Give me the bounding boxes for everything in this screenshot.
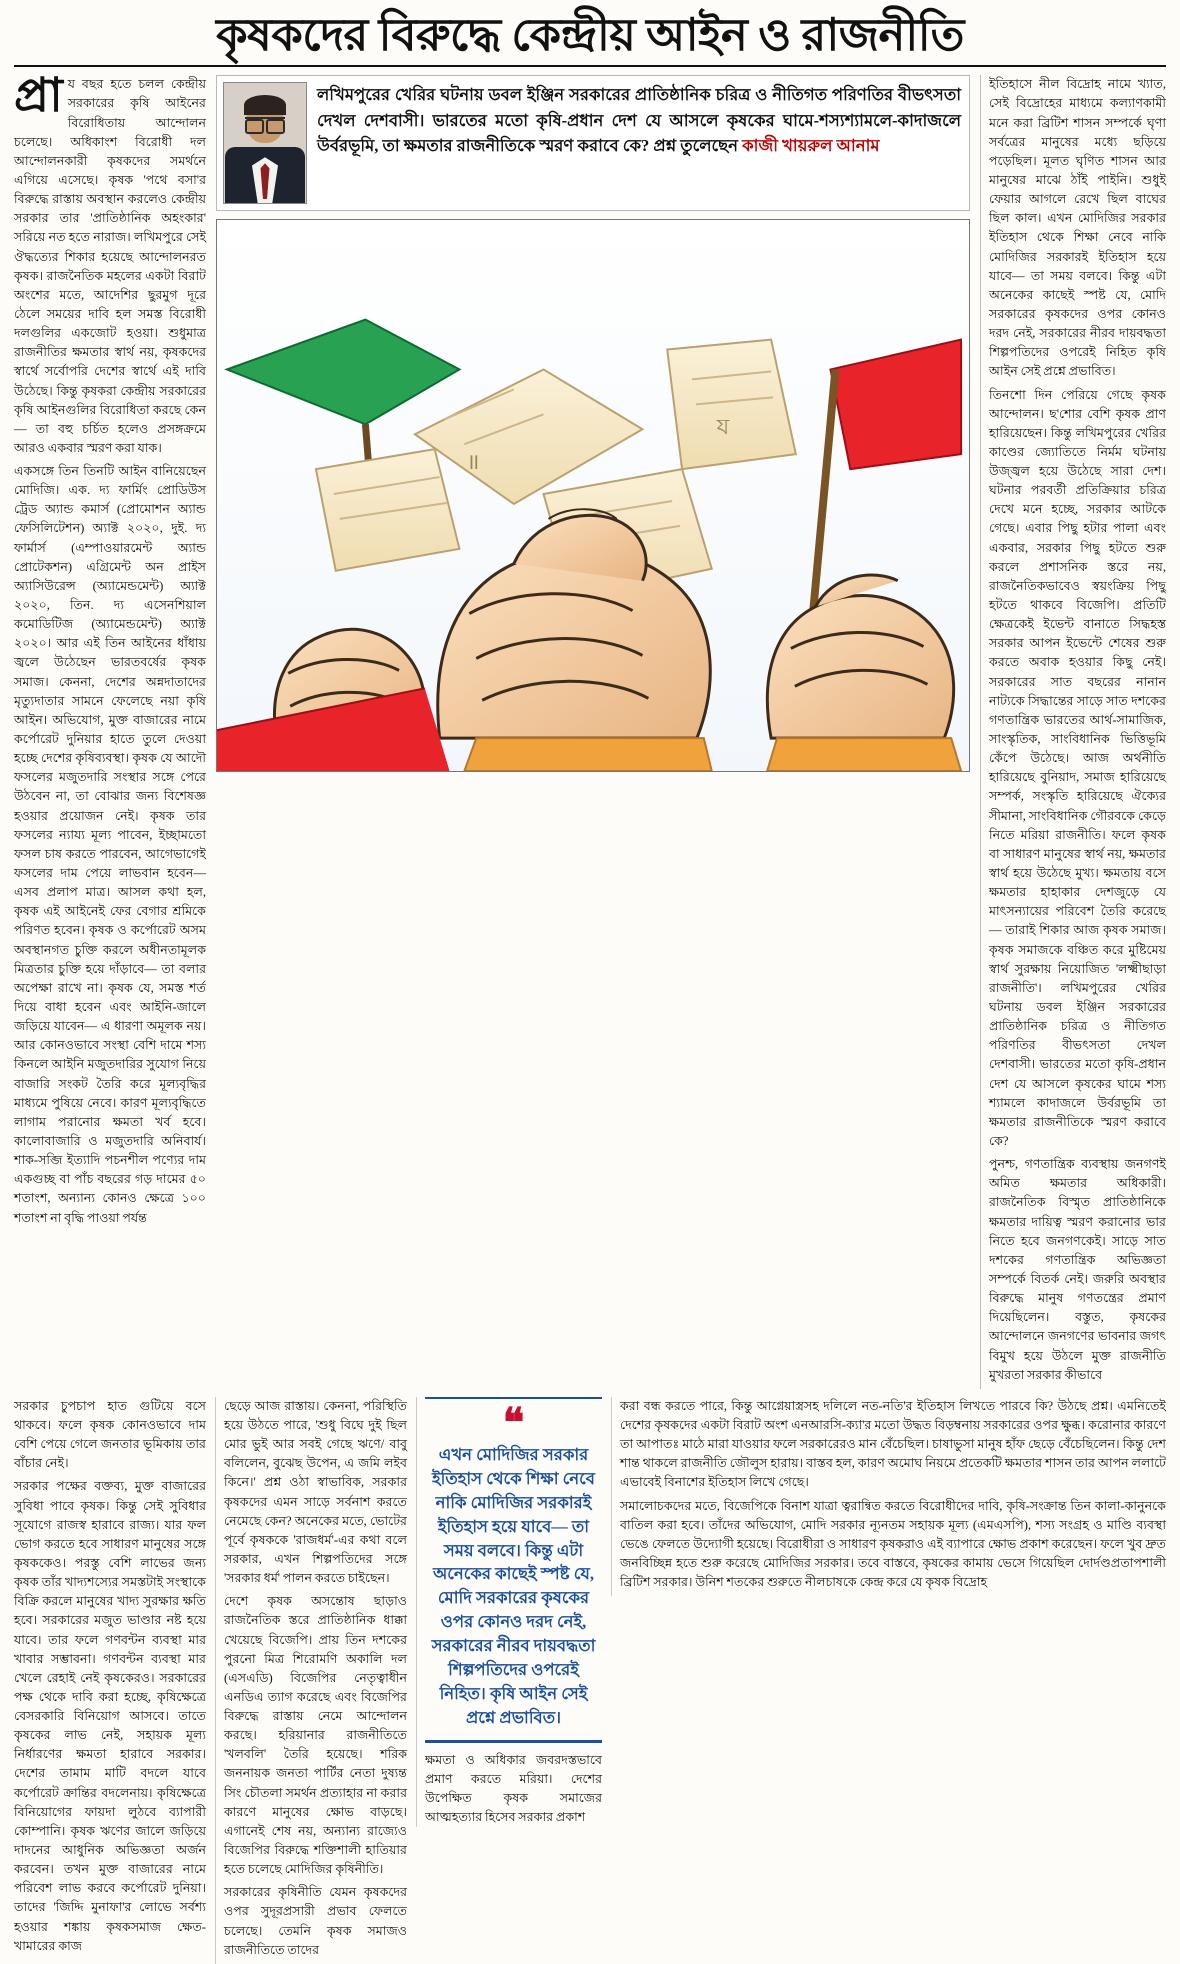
pull-quote — [425, 1397, 602, 1743]
lower-columns — [14, 1397, 1166, 1964]
column-right — [980, 75, 1166, 1389]
svg-text:॥: ॥ — [466, 450, 480, 475]
paragraph: করা বন্ধ করতে পারে, কিন্তু আগ্নেয়াস্ত্রসহ দলিলে নত-নতি'র ইতিহাস লিখতে পারবে কি? উঠছে প্রশ্ন। এমনিতেই দেশের কৃষকদের একটা বিরাট অংশ এনআরসি-ক্যা'র মতো উদ্ধত বিড়ম্বনায় সরকারের ওপর ক্ষুব্ধ। করোনার কারণে তা আপাতঃ মাঠে মারা যাওয়ার ফলে সরকারেরও মান বেঁচেছিল। চাষাভুসা মানুষ হাঁফ ছেড়ে বেঁচেছিলেন। কিন্তু দেশ শান্ত থাকলে রাজনীতি জৌলুস হারায়। বাস্তব হল, কারণ অমোঘ নিয়মে প্রতেকটি ক্ষমতার শাসন তার আপন ললাটে এভাবেই বিনাশের ইতিহাস লিখে গেছে। — [620, 1398, 1166, 1490]
lower-column-1 — [14, 1397, 206, 1960]
paragraph: দেশে কৃষক অসন্তোষ ছাড়াও রাজনৈতিক স্তরে প্রাতিষ্ঠানিক ধাক্কা খেয়েছে বিজেপি। প্রায় তিন দশকের পুরনো মিত্র শিরোমণি অকালি দল (এসএডি) বিজেপির নেতৃত্বাধীন এনডিএ ত্যাগ করেছে এবং বিজেপির বিরুদ্ধে রাস্তায় নেমে আন্দোলন করছে। হরিয়ানার রাজনীতিতে 'খলবলি' তৈরি হয়েছে। শরিক জননায়ক জনতা পার্টির নেতা দুষ্যন্ত সিং চৌতলা সমর্থন প্রত্যাহার না করার কারণে মানুষের ক্ষোভ বাড়ছে। এগানেই শেষ নয়, অন্যান্য রাজ্যেও বিজেপির বিরুদ্ধে শক্তিশালী হাতিয়ার হতে চলেছে মোদিজির কৃষিনীতি। — [224, 1594, 407, 1877]
author-byline: কাজী খায়রুল আনাম — [742, 136, 880, 156]
illustration-svg — [217, 220, 969, 771]
paragraph: ছেড়ে আজ রাস্তায়। কেননা, পরিস্থিতি হয়ে উঠতে পারে, 'শুধু বিঘে দুই ছিল মোর ভুই আর সবই গেছে ঋণে/ বাবু বলিলেন, বুঝেছ উপেন, এ জমি লইব কিনে।' প্রশ্ন ওঠা স্বাভাবিক, সরকার কৃষকদের এমন সাড়ে সর্বনাশ করতে নেমেছে কেন? অনেকের মতে, ভোটের পূর্বে কৃষককে 'রাজধর্ম'-এর কথা বলে সরকার, এখন শিল্পপতিদের সঙ্গে 'সরকার ধর্ম' পালন করতে চাইছেন। — [224, 1398, 407, 1586]
pull-quote-text: এখন মোদিজির সরকার ইতিহাস থেকে শিক্ষা নেবে নাকি মোদিজির সরকারই ইতিহাস হয়ে যাবে— তা সময় বলবে। কিন্তু এটা অনেকের কাছেই স্পষ্ট যে, মোদি সরকারের কৃষকের ওপর কোনও দরদ নেই, সরকারের নীরব দায়বদ্ধতা শিল্পপতিদের ওপরেই নিহিত। কৃষি আইন সেই প্রশ্নে প্রভাবিত। — [431, 1444, 596, 1727]
paragraph: য বছর হতে চলল কেন্দ্রীয় সরকারের কৃষি আইনের বিরোধিতায় আন্দোলন চলেছে। অধিকাংশ বিরোধী দল আন্দোলনকারী কৃষকদের সমর্থনে এগিয়ে এসেছে। কৃষক 'পথে বসা'র বিরুদ্ধে রাস্তায় অবস্থান করলেও কেন্দ্রীয় সরকার তার 'প্রাতিষ্ঠানিক অহংকার' সরিয়ে নত হতে নারাজ। লখিমপুরে সেই ঔদ্ধত্যের শিকার হয়েছে আন্দোলনরত কৃষক। রাজনৈতিক মহলের একটা বিরাট অংশের মতে, আদেশির ছুরমুগ দূরে ঠেলে সময়ের দাবি হল সমস্ত বিরোধী দলগুলির একজোট হওয়া। শুধুমাত্র রাজনীতির ক্ষমতার স্বার্থ নয়, কৃষকদের স্বার্থে সর্বোপরি দেশের স্বার্থে এই দাবি উঠেছে। কিন্তু কৃষকরা কেন্দ্রীয় সরকারের কৃষি আইনগুলির বিরোধিতা করছে কেন— তা বহু চর্চিত হলেও প্রসঙ্গক্রমে আরও একবার স্মরণ করা যাক। — [14, 77, 206, 455]
blurb-body: লখিমপুরের খেরির ঘটনায় ডবল ইঞ্জিন সরকারের প্রাতিষ্ঠানিক চরিত্র ও নীতিগত পরিণতির বীভৎসতা দেখল দেশবাসী। ভারতের মতো কৃষি-প্রধান দেশ যে আসলে কৃষকের ঘামে-শস্যশ্যামলে-কাদাজলে উর্বরভূমি, তা ক্ষমতার রাজনীতিকে স্মরণ করাবে কে? প্রশ্ন তুলেছেন — [317, 85, 961, 156]
page-title: কৃষকদের বিরুদ্ধে কেন্দ্রীয় আইন ও রাজনীতি — [216, 10, 964, 60]
paragraph: সরকার চুপচাপ হাত গুটিয়ে বসে থাকবে। ফলে কৃষক কোনওভাবে দাম বেশি পেয়ে গেলে জনতার ভূমিকায় তার বাঁচার নেই। — [14, 1398, 206, 1471]
top-area — [14, 70, 1166, 1389]
pullquote-footnote: ক্ষমতা ও অধিকার জবরদস্তভাবে প্রমাণ করতে মরিয়া। দেশের উপেক্ষিত কৃষক সমাজের আত্মহত্যার হিসেব সরকার প্রকাশ — [425, 1752, 602, 1825]
pullquote-column — [416, 1397, 602, 1828]
paragraph: একসঙ্গে তিন তিনটি আইন বানিয়েছেন মোদিজি। এক. দ্য ফার্মিং প্রোডিউস ট্রেড অ্যান্ড কমার্স (প্রোমোশন অ্যান্ড ফেসিলিটেশন) অ্যাক্ট ২০২০, দুই. দ্য ফার্মার্স (এম্পাওয়ারমেন্ট অ্যান্ড প্রোটেকশন) এগ্রিমেন্ট অন প্রাইস অ্যাসিউরেন্স (অ্যামেন্ডমেন্ট) অ্যাক্ট ২০২০, তিন. দ্য এসেনশিয়াল কমোডিটিজ (অ্যামেন্ডমেন্ট) অ্যাক্ট ২০২০। আর এই তিন আইনের ধাঁধায় জ্বলে উঠেছেন ভারতবর্ষের কৃষক সমাজ। কেননা, দেশের অন্নদাতাদের মৃত্যুদাতার সামনে ফেলেছে নয়া কৃষি আইন। অভিযোগ, মুক্ত বাজারের নামে কর্পোরেট দুনিয়ার হাতে তুলে দেওয়া হচ্ছে দেশের কৃষিব্যবস্থা। কৃষক যে আদৌ ফসলের মজুতদারি সংস্থার সঙ্গে পেরে উঠবেন না, তা বোঝার জন্য বিশেষজ্ঞ হওয়ার প্রয়োজন নেই। কৃষক তার ফসলের ন্যায্য মূল্য পাবেন, ইচ্ছামতো ফসল চাষ করতে পারবেন, আগেভাগেই ফসলের দাম পেয়ে লাভবান হবেন— এসব প্রলাপ মাত্র। আসল কথা হল, কৃষক এই আইনেই ফের বেগার শ্রমিকে পরিণত হবেন। কৃষক ও কর্পোরেট অসম অবস্থানগত চুক্তি করলে অধীনতামূলক মিত্রতার চুক্তি হয়ে দাঁড়াবে— তা বলার অপেক্ষা রাখে না। কৃষক যে, সমস্ত শর্ত দিয়ে বাধা হবেন এবং আইনি-জালে জড়িয়ে যাবেন— এ ধারণা অমূলক নয়। আর কোনওভাবে সংস্থা বেশি দামে শস্য কিনলে আইনি মজুতদারির সুযোগ নিয়ে বাজারি সংকট তৈরি করে মূল্যবৃদ্ধির মাধ্যমে পুষিয়ে নেবে। কারণ মূল্যবৃদ্ধিতে লাগাম পরানোর ক্ষমতা খর্ব হবে। কালোবাজারি ও মজুতদারি অনিবার্য। শাক-সব্জি ইত্যাদি পচনশীল পণ্যের দাম একগুচ্ছ বা পাঁচ বছরের গড় দামের ৫০ শতাংশ, অন্যান্য কোনও ক্ষেত্রে ১০০ শতাংশ না বৃদ্ধি পাওয়া পর্যন্ত — [14, 464, 206, 1225]
headline-divider — [14, 65, 1166, 67]
paragraph: পুনশ্চ, গণতান্ত্রিক ব্যবস্থায় জনগণই অমিত ক্ষমতার অধিকারী। রাজনৈতিক বিস্মৃত প্রাতিষ্ঠানিকে ক্ষমতার দায়িত্ব স্মরণ করানোর ভার নিতে হবে জনগণকেই। সাড়ে সাত দশকের গণতান্ত্রিক অভিজ্ঞতা সম্পর্কে বিতর্ক নেই। জরুরি অবস্থার বিরুদ্ধে মানুষ গণতন্ত্রের প্রমাণ দিয়েছিলেন। বস্তুত, কৃষকের আন্দোলনে জনগণের ভাবনার জগৎ বিমুখ হয়ে উঠলে মুক্ত রাজনীতি মুখরতা সরকার কীভাবে — [989, 1157, 1166, 1382]
paragraph: ইতিহাসে নীল বিদ্রোহ নামে খ্যাত, সেই বিদ্রোহের মাধ্যমে কল্যাণকামী মনে করা ব্রিটিশ শাসন সম্পর্কে ঘৃণা সর্বত্রের মানুষের মধ্যে ছড়িয়ে পড়েছিল। মূলত ঘৃণিত শাসন আর মানুষের মাঝে ঠাঁই পাইনি। শুধুই ফেয়ার আগলে রেখে ছিল বাঘের ছিল কাল। এখন মোদিজির সরকার ইতিহাস থেকে শিক্ষা নেবে নাকি মোদিজির সরকারই ইতিহাস হয়ে যাবে— তা সময় বলবে। কিন্তু এটা অনেকের কাছেই স্পষ্ট যে, মোদি সরকারের কৃষকদের ওপর কোনও দরদ নেই, সরকারের নীরব দায়বদ্ধতা শিল্পপতিদের ওপরেই নিহিত কৃষি আইন সেই প্রশ্নে প্রভাবিত। — [989, 77, 1166, 379]
paragraph: সমালোচকদের মতে, বিজেপিকে বিনাশ যাত্রা ত্বরান্বিত করতে বিরোধীদের দাবি, কৃষি-সংক্রান্ত তিন কালা-কানুনকে বাতিল করা হবে। তাঁদের অভিযোগ, মোদি সরকার ন্যূনতম সহায়ক মূল্য (এমএসপি), শস্য সংগ্রহ ও মাণ্ডি ব্যবস্থা ভেঙে ফেলতে উদ্যোগী হয়েছে। বিরোধীরা ও সাধারণ কৃষকরাও এই ব্যাপারে ক্ষোভ প্রকাশ করেছেন। ফলে খুব দ্রুত জনবিচ্ছিন্ন হতে শুরু করেছে মোদিজির সরকার। তবে বাস্তবে, কৃষকের কামায় ভেসে গিয়েছিল দোর্দণ্ডপ্রতাপশালী ব্রিটিশ সরকার। উনিশ শতকের শুরুতে নীলচাষকে কেন্দ্র করে যে কৃষক বিদ্রোহ — [620, 1498, 1166, 1590]
article-intro — [14, 70, 206, 1227]
lower-column-2 — [215, 1397, 407, 1964]
blurb-text — [317, 82, 961, 204]
quote-mark-icon: ❝ — [502, 1400, 525, 1445]
column-middle — [216, 75, 970, 772]
paragraph: সরকার পক্ষের বক্তব্য, মুক্ত বাজারের সুবিধা পাবে কৃষক। কিন্তু সেই সুবিধার সূযোগে রাজস্ব হারাবে রাজ্য। যার ফল ভোগ করতে হবে সাধারণ মানুষের সঙ্গে কৃষককেও। পরস্তু বেশি লাভের জন্য কৃষক তাঁর খাদ্যশস্যের সমস্তটাই সংস্থাকে বিক্রি করলে মানুষের খাদ্য সুরক্ষার ক্ষতি হবে। সরকারের মজুত ভাণ্ডার নষ্ট হয়ে যাবে। তার ফলে গণবন্টন ব্যবস্থা মার খাবার সম্ভাবনা। গণবন্টন ব্যবস্থা মার খেলে রেহাই নেই কৃষকেরও। সরকারের পক্ষ থেকে দাবি করা হচ্ছে, কৃষিক্ষেত্রে বেসরকারি বিনিয়োগ আসবে। তাতে কৃষকের লাভ নেই, সহায়ক মূল্য নির্ধারণের ক্ষমতা হারাবে সরকার। দেশের তামাম মাটি বদলে যাবে কর্পোরেট ক্রান্তির বদলেনায়। কৃষিক্ষেত্রে বিনিয়োগের ফায়দা লুঠবে ব্যাপারী কোম্পানি। কৃষক ঋণের জালে জড়িয়ে দাদনের আধুনিক অভিজ্ঞতা অর্জন করবেন। তখন মুক্ত বাজারের নামে পরিবেশ লাভ করবে কর্পোরেট দুনিয়া। তাদের 'জিদ্দি মুনাফা'র লোভে সর্বশ্য হওয়ার শঙ্কায় কৃষকসমাজ ক্ষেত-খামারের কাজ — [14, 1479, 206, 1953]
paragraph: সরকারের কৃষিনীতি যেমন কৃষকদের ওপর সুদূরপ্রসারী প্রভাব ফেলতে চলেছে। তেমনি কৃষক সমাজও রাজনীতিতে তাদের — [224, 1885, 407, 1957]
lower-column-4 — [611, 1397, 1166, 1596]
paragraph: তিনশো দিন পেরিয়ে গেছে কৃষক আন্দোলন। ছ'শোর বেশি কৃষক প্রাণ হারিয়েছেন। কিন্তু লখিমপুরের খেরির কাণ্ডের জ্যোতিতে নির্মম ঘটনায় উজ্জ্বল হয়ে উঠেছে সারা দেশ। ঘটনার পরবর্তী প্রতিক্রিয়ার চরিত্র দেখে মনে হচ্ছে, সরকার আটকে গেছে। এবার পিছু হটার পালা এবং একবার, সরকার পিছু হটতে শুরু করলে প্রশাসনিক স্তরে নয়, রাজনৈতিকভাবেও স্বয়ংক্রিয় পিছু হটতে থাকবে বিজেপি। প্রতিটি ক্ষেত্রকেই ইভেন্ট বানাতে সিদ্ধহস্ত সরকার আপন ইভেন্টে শেষের শুরু করতে অবাক হওয়ার কিছু নেই। সরকারের সাত বছরের নানান নাট্যকে সিদ্ধান্তের সাড়ে সাত দশকের গণতান্ত্রিক ভারতের আর্থ-সামাজিক, সাংস্কৃতিক, সাংবিধানিক ভিত্তিভূমি কেঁপে উঠেছে। আজ অর্থনীতি হারিয়েছে বুনিয়াদ, সমাজ হারিয়েছে সম্পর্ক, সংস্কৃতি হারিয়েছে ঐক্যের সীমানা, সাংবিধানিক গৌরবকে কেড়ে নিতে মরিয়া রাজনীতি। ফলে কৃষক বা সাধারণ মানুষের স্বার্থ নয়, ক্ষমতার স্বার্থ হয়ে উঠেছে মুখ্য। ক্ষমতায় বসে ক্ষমতার হাহাকার দেশজুড়ে যে মাৎসন্যায়ের পরিবেশ তৈরি করেছে— তারাই শিকার আজ কৃষক সমাজ। কৃষক সমাজকে বঞ্চিত করে মুষ্টিমেয় স্বার্থ সুরক্ষায় নিয়োজিত 'লক্ষ্মীছাড়া রাজনীতি'। লখিমপুরের খেরির ঘটনায় ডবল ইঞ্জিন সরকারের প্রাতিষ্ঠানিক চরিত্র ও নীতিগত পরিণতির বীভৎসতা দেখল দেশবাসী। ভারতের মতো কৃষি-প্রধান দেশ যে আসলে কৃষকের ঘামে শস্য শ্যামলে কাদাজলে উর্বরভূমি তা ক্ষমতার রাজনীতিকে স্মরণ করাবে কে? — [989, 387, 1166, 1148]
drop-cap: প্রা — [14, 70, 63, 123]
svg-text:য: য — [716, 415, 730, 440]
right-column-text — [989, 75, 1166, 1385]
article-illustration — [216, 219, 970, 772]
column-left — [14, 70, 206, 1231]
intro-blurb — [216, 75, 970, 211]
author-photo — [223, 82, 307, 204]
